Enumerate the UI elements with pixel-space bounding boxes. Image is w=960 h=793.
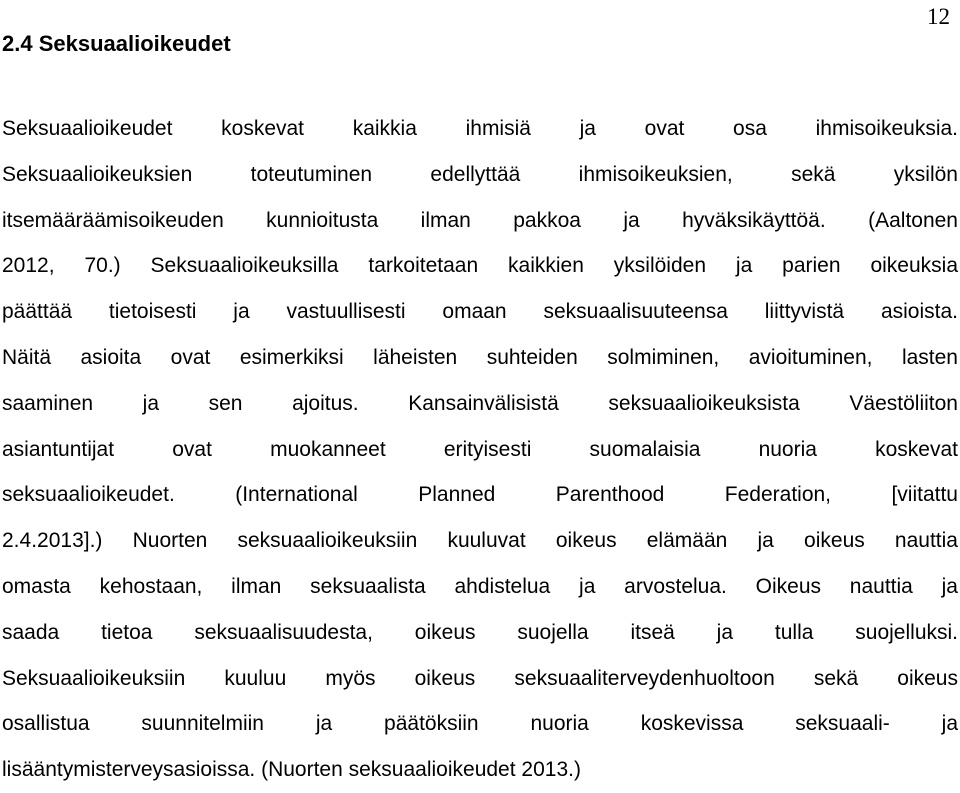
paragraph-line: omasta kehostaan, ilman seksuaalista ahdistelua ja arvostelua. Oikeus nauttia ja (2, 574, 958, 598)
paragraph-line: Seksuaalioikeuksiin kuuluu myös oikeus seksuaaliterveydenhuoltoon sekä oikeus (2, 666, 958, 690)
paragraph-line: saada tietoa seksuaalisuudesta, oikeus suojella itseä ja tulla suojelluksi. (2, 620, 958, 644)
paragraph-line: osallistua suunnitelmiin ja päätöksiin nuoria koskevissa seksuaali- ja (2, 712, 958, 736)
section-heading: 2.4 Seksuaalioikeudet (2, 31, 231, 56)
paragraph-line: 2012, 70.) Seksuaalioikeuksilla tarkoitetaan kaikkien yksilöiden ja parien oikeuksia (2, 254, 958, 278)
paragraph-line: seksuaalioikeudet. (International Planned Parenthood Federation, [viitattu (2, 483, 958, 507)
page-number: 12 (927, 4, 950, 29)
paragraph-line: itsemääräämisoikeuden kunnioitusta ilman pakkoa ja hyväksikäyttöä. (Aaltonen (2, 208, 958, 232)
body-paragraph (2, 106, 958, 793)
paragraph-line: saaminen ja sen ajoitus. Kansainvälisistä seksuaalioikeuksista Väestöliiton (2, 391, 958, 415)
paragraph-line: Näitä asioita ovat esimerkiksi läheisten suhteiden solmiminen, avioituminen, lasten (2, 345, 958, 369)
paragraph-line: päättää tietoisesti ja vastuullisesti omaan seksuaalisuuteensa liittyvistä asioista. (2, 300, 958, 324)
paragraph-line: Seksuaalioikeudet koskevat kaikkia ihmisiä ja ovat osa ihmisoikeuksia. (2, 117, 958, 140)
paragraph-line: 2.4.2013].) Nuorten seksuaalioikeuksiin kuuluvat oikeus elämään ja oikeus nauttia (2, 529, 958, 553)
paragraph-line: Seksuaalioikeuksien toteutuminen edellyttää ihmisoikeuksien, sekä yksilön (2, 162, 958, 186)
paragraph-line: asiantuntijat ovat muokanneet erityisesti suomalaisia nuoria koskevat (2, 437, 958, 461)
paragraph-line: lisääntymisterveysasioissa. (Nuorten seksuaalioikeudet 2013.) (2, 758, 581, 782)
